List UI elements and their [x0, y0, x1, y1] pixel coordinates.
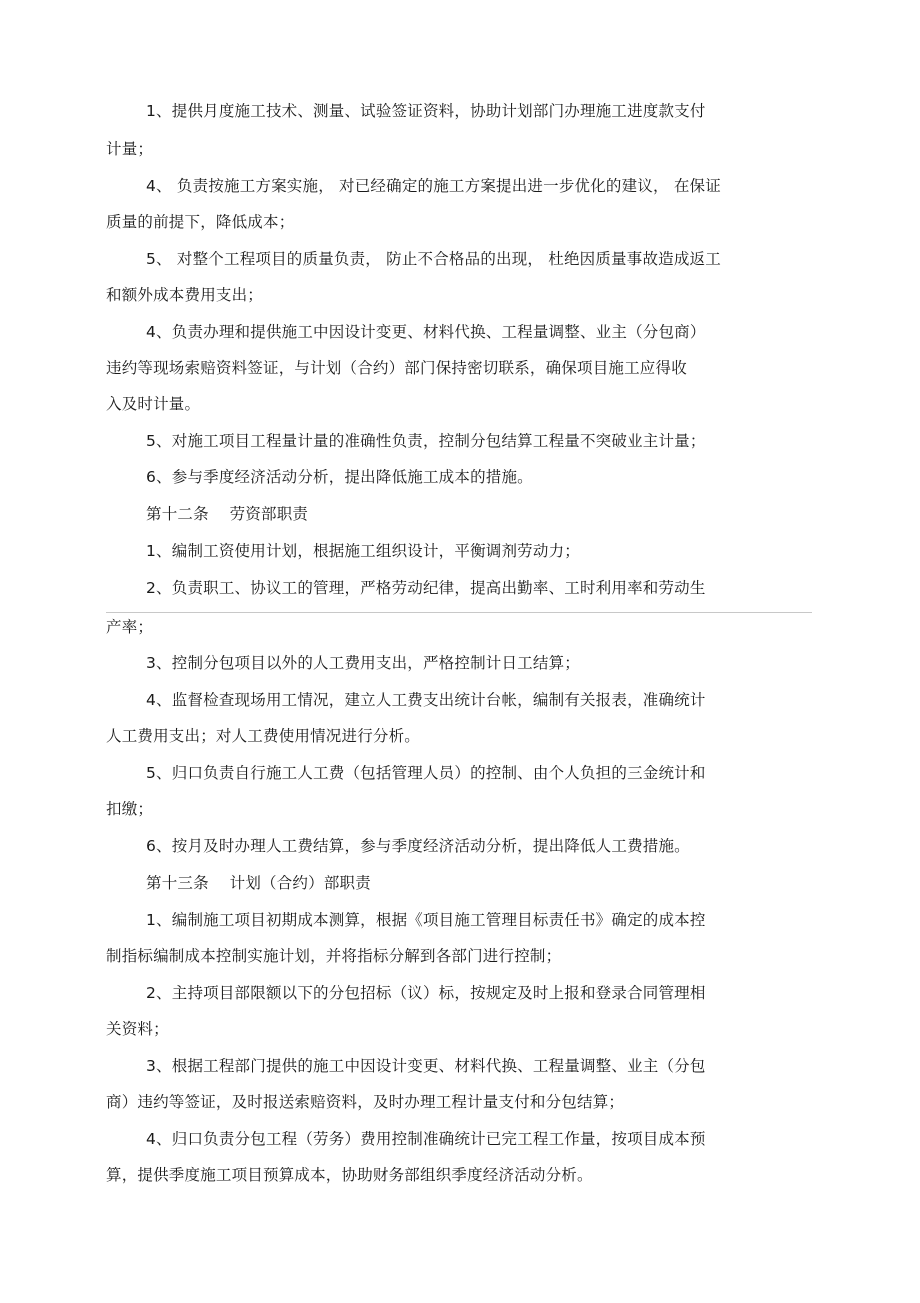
text-line: 人工费用支出；对人工费使用情况进行分析。 [106, 727, 421, 745]
text-line: 商）违约等签证，及时报送索赔资料，及时办理工程计量支付和分包结算； [106, 1093, 625, 1111]
text-line: 4、 负责按施工方案实施， 对已经确定的施工方案提出进一步优化的建议， 在保证 [146, 177, 721, 195]
text-line: 计量； [106, 140, 154, 158]
text-line: 和额外成本费用支出； [106, 286, 264, 304]
text-line: 违约等现场索赔资料签证，与计划（合约）部门保持密切联系，确保项目施工应得收 [106, 359, 687, 377]
text-line: 4、负责办理和提供施工中因设计变更、材料代换、工程量调整、业主（分包商） [146, 323, 706, 341]
text-line: 3、控制分包项目以外的人工费用支出，严格控制计日工结算； [146, 654, 580, 672]
text-line: 5、对施工项目工程量计量的准确性负责，控制分包结算工程量不突破业主计量； [146, 432, 706, 450]
text-line: 6、参与季度经济活动分析，提出降低施工成本的措施。 [146, 468, 533, 486]
text-line: 质量的前提下，降低成本； [106, 213, 295, 231]
text-line: 扣缴； [106, 800, 154, 818]
text-line: 4、归口负责分包工程（劳务）费用控制准确统计已完工程工作量，按项目成本预 [146, 1130, 706, 1148]
text-line: 2、主持项目部限额以下的分包招标（议）标，按规定及时上报和登录合同管理相 [146, 984, 706, 1002]
text-line: 入及时计量。 [106, 395, 201, 413]
section-heading: 第十三条 计划（合约）部职责 [146, 874, 371, 892]
text-line: 产率； [106, 618, 154, 636]
text-line: 关资料； [106, 1020, 169, 1038]
text-line: 2、负责职工、协议工的管理，严格劳动纪律，提高出勤率、工时利用率和劳动生 [146, 579, 706, 597]
text-line: 5、 对整个工程项目的质量负责， 防止不合格品的出现， 杜绝因质量事故造成返工 [146, 250, 721, 268]
text-line: 1、提供月度施工技术、测量、试验签证资料，协助计划部门办理施工进度款支付 [146, 102, 706, 120]
text-line: 1、编制工资使用计划，根据施工组织设计，平衡调剂劳动力； [146, 542, 580, 560]
text-line: 1、编制施工项目初期成本测算，根据《项目施工管理目标责任书》确定的成本控 [146, 911, 706, 929]
text-line: 5、归口负责自行施工人工费（包括管理人员）的控制、由个人负担的三金统计和 [146, 764, 706, 782]
text-line: 算，提供季度施工项目预算成本，协助财务部组织季度经济活动分析。 [106, 1166, 593, 1184]
text-line: 4、监督检查现场用工情况，建立人工费支出统计台帐，编制有关报表，准确统计 [146, 691, 706, 709]
text-line: 制指标编制成本控制实施计划，并将指标分解到各部门进行控制； [106, 947, 562, 965]
section-heading: 第十二条 劳资部职责 [146, 505, 309, 523]
page-divider [106, 612, 812, 613]
text-line: 3、根据工程部门提供的施工中因设计变更、材料代换、工程量调整、业主（分包 [146, 1057, 706, 1075]
text-line: 6、按月及时办理人工费结算，参与季度经济活动分析，提出降低人工费措施。 [146, 837, 690, 855]
